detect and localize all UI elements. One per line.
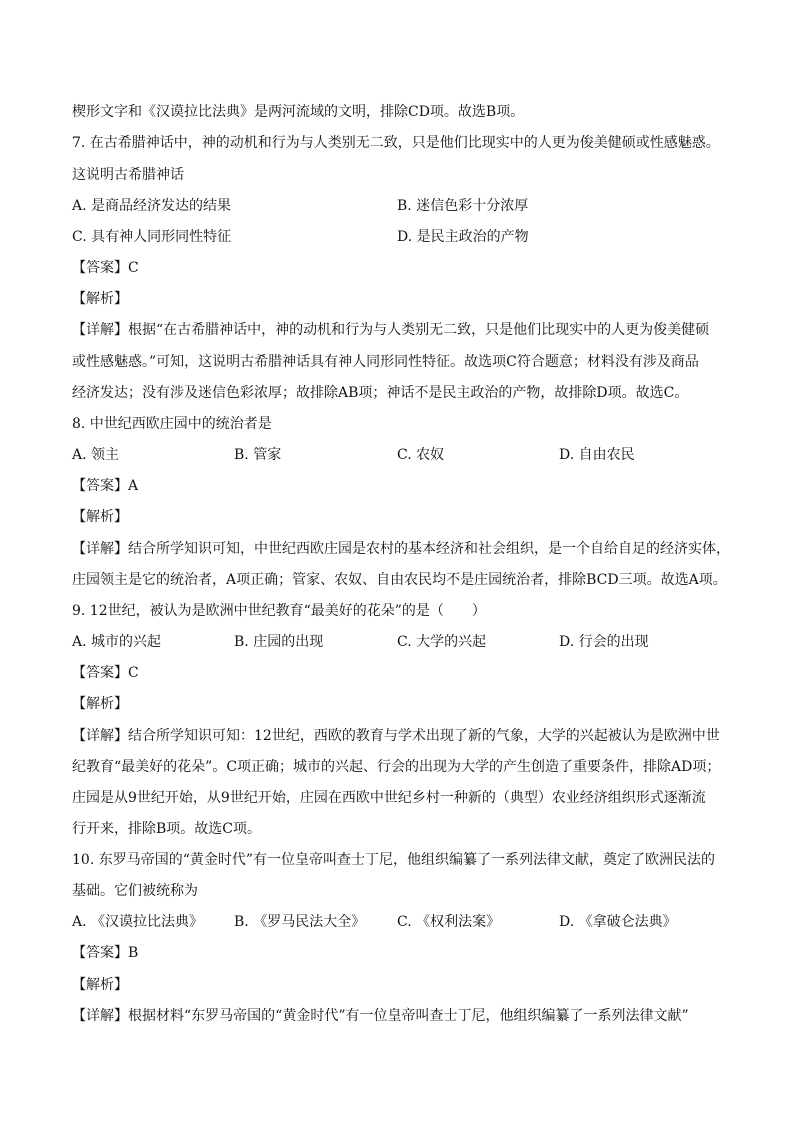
q10-option-c: C. 《权利法案》: [397, 914, 501, 930]
q9-option-b: B. 庄园的出现: [234, 634, 324, 650]
q10-analysis-label: 【解析】: [72, 977, 128, 993]
q10-answer: 【答案】B: [72, 945, 139, 961]
q7-stem-line1: 7. 在古希腊神话中，神的动机和行为与人类别无二致，只是他们比现实中的人更为俊美健硕或性感魅惑。: [72, 135, 720, 151]
q8-option-d: D. 自由农民: [559, 447, 635, 463]
q7-options-row2: [72, 227, 722, 247]
q10-option-a: A. 《汉谟拉比法典》: [72, 914, 204, 930]
q9-option-d: D. 行会的出现: [559, 634, 649, 650]
q8-option-b: B. 管家: [234, 447, 282, 463]
q10-option-b: B. 《罗马民法大全》: [234, 914, 366, 930]
q8-options: [72, 445, 722, 465]
q9-answer: 【答案】C: [72, 665, 139, 681]
q7-detail-line3: 经济发达；没有涉及迷信色彩浓厚；故排除AB项；神话不是民主政治的产物，故排除D项。故选C。: [72, 385, 689, 401]
q8-analysis-label: 【解析】: [72, 509, 128, 525]
q7-answer: 【答案】C: [72, 260, 139, 276]
q10-detail-line1: 【详解】根据材料“东罗马帝国的“黄金时代”有一位皇帝叫查士丁尼，他组织编纂了一系列法律文献”: [72, 1008, 689, 1024]
q9-stem: 9. 12世纪，被认为是欧洲中世纪教育“最美好的花朵”的是（ ）: [72, 603, 486, 619]
q8-stem: 8. 中世纪西欧庄园中的统治者是: [72, 416, 272, 432]
q7-option-a: A. 是商品经济发达的结果: [72, 198, 232, 214]
q9-option-c: C. 大学的兴起: [397, 634, 487, 650]
q9-analysis-label: 【解析】: [72, 696, 128, 712]
q8-option-a: A. 领主: [72, 447, 120, 463]
q8-detail-line2: 庄园领主是它的统治者，A项正确；管家、农奴、自由农民均不是庄园统治者，排除BCD三项。故选A项。: [72, 572, 727, 588]
q10-stem-line2: 基础。它们被统称为: [72, 883, 198, 899]
q7-stem-line2: 这说明古希腊神话: [72, 167, 184, 183]
q10-stem-line1: 10. 东罗马帝国的“黄金时代”有一位皇帝叫查士丁尼，他组织编纂了一系列法律文献，奠定了欧洲民法的: [72, 852, 716, 868]
q7-options-row1: [72, 196, 722, 216]
q9-option-a: A. 城市的兴起: [72, 634, 162, 650]
q7-detail-line1: 【详解】根据“在古希腊神话中，神的动机和行为与人类别无二致，只是他们比现实中的人更为俊美健硕: [72, 322, 710, 338]
intro-line: 楔形文字和《汉谟拉比法典》是两河流域的文明，排除CD项。故选B项。: [72, 104, 525, 120]
q10-options: [72, 912, 722, 932]
q7-detail-line2: 或性感魅惑。”可知，这说明古希腊神话具有神人同形同性特征。故选项C符合题意；材料没有涉及商品: [72, 354, 699, 370]
q8-answer: 【答案】A: [72, 478, 139, 494]
q9-options: [72, 632, 722, 652]
q8-option-c: C. 农奴: [397, 447, 445, 463]
q9-detail-line3: 庄园是从9世纪开始，从9世纪开始，庄园在西欧中世纪乡村一种新的（典型）农业经济组织形式逐渐流: [72, 790, 706, 806]
q7-analysis-label: 【解析】: [72, 291, 128, 307]
q9-detail-line1: 【详解】结合所学知识可知：12世纪，西欧的教育与学术出现了新的气象，大学的兴起被认为是欧洲中世: [72, 728, 720, 744]
q7-option-b: B. 迷信色彩十分浓厚: [397, 198, 529, 214]
q9-detail-line4: 行开来，排除B项。故选C项。: [72, 821, 261, 837]
q7-option-d: D. 是民主政治的产物: [397, 229, 529, 245]
q9-detail-line2: 纪教育“最美好的花朵”。C项正确；城市的兴起、行会的出现为大学的产生创造了重要条件，排除AD项；: [72, 759, 721, 775]
q7-option-c: C. 具有神人同形同性特征: [72, 229, 232, 245]
q10-option-d: D. 《拿破仑法典》: [559, 914, 677, 930]
q8-detail-line1: 【详解】结合所学知识可知，中世纪西欧庄园是农村的基本经济和社会组织，是一个自给自足的经济实体，: [72, 541, 730, 557]
